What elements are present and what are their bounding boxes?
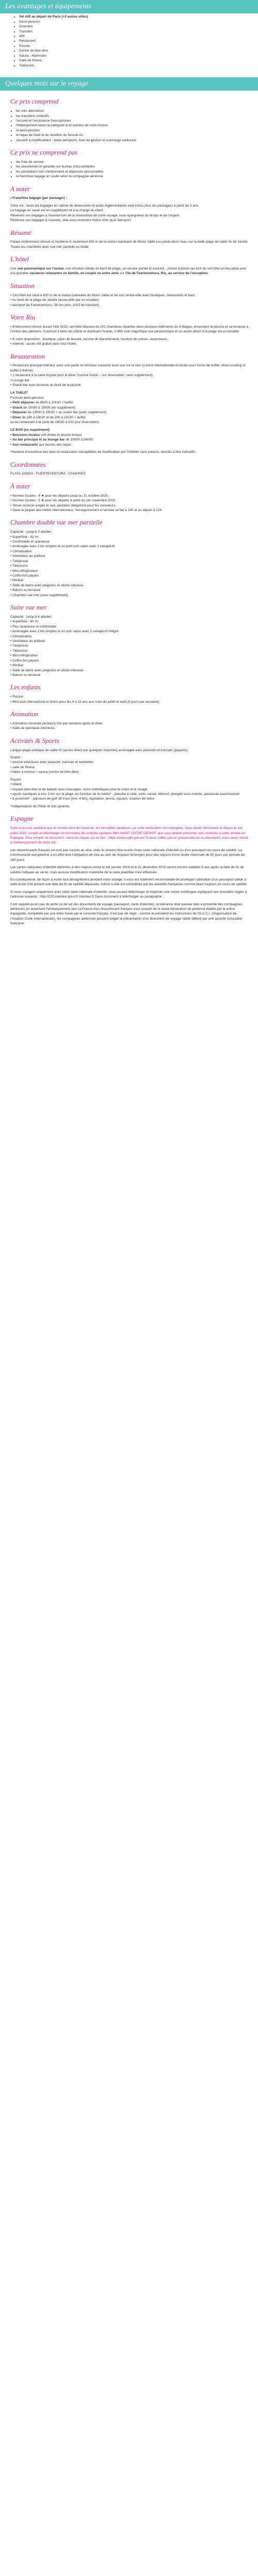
- restauration-title: Restauration: [10, 352, 45, 360]
- situation-title: Situation: [10, 281, 35, 290]
- room1-item: • Confortable et spacieuse: [10, 540, 50, 544]
- summary-text: Palace entièrement rénové et moderne À seulement 600 m de la station balnéaire de Morro Jable Les pieds dans l'eau, sur la belle plage de sable fin de Jandía Toutes les chambres avec vue mer partielle ou totale: [10, 240, 248, 249]
- notice-paragraph: Votre vol : seuls les bagages en cabine de dimensions et poids réglementaires sont inclus pour les passagers à partir de 2 ans.: [10, 204, 199, 208]
- amenity-item: • Chambre: [19, 24, 249, 29]
- notice2-item: • Dans la plupart des hôtels internationaux, l'enregistrement à l'arrivée se fait à 14h et au départ à 12h.: [10, 508, 163, 512]
- amenity-item: • Vol A/R au départ de Paris (+2 autres villes): [19, 14, 249, 19]
- free-item: • salle de fitness: [10, 765, 35, 769]
- spain-paragraph: En conséquence, de façon à éviter tout désagrément pendant votre voyage, il vous est fortement recommandé de privilégier l'utilisation d'un passeport valide à celle d'une CNI portant une date de fin de validité dépassée, même si elle est considérée par les autorités françaises comme étant toujours en cours de validité.: [10, 877, 248, 887]
- notice2-title: À noter: [10, 482, 30, 490]
- children-item: • Mini-club international et loisirs pour les 4 à 12 ans aux mois de juillet et août (6 jours par semaine): [10, 700, 159, 704]
- room1-item: • Salle de bains avec peignoirs et sèche-cheveux: [10, 583, 84, 587]
- free-label: Gratuit :: [10, 756, 23, 760]
- list-item: • le repas de Noël et du réveillon du Nouvel An: [16, 133, 249, 138]
- list-item: • les vols aller/retour: [16, 109, 249, 113]
- bar-item: • Aux restaurants aux heures des repas: [10, 443, 71, 447]
- spain-title: Espagne: [10, 815, 34, 823]
- room2-item: • Aménagée avec 2 lits simples et un coin salon avec 1 canapé-lit intégré: [10, 630, 119, 634]
- amenity-item: • Sauna - Hammam: [19, 54, 249, 58]
- room2-item: • Télévision: [10, 649, 28, 653]
- price-includes-list: [10, 109, 249, 143]
- price-includes-title: Ce prix comprend: [10, 97, 59, 106]
- animation-item: • Animation musicale plusieurs fois par semaine après le dîner.: [10, 721, 104, 725]
- amenity-item: • Wifi: [19, 34, 249, 39]
- trip-notes: [0, 91, 258, 931]
- room2-item: • Plus spacieuse et confortable: [10, 624, 57, 629]
- situation-item: • Au bord de la plage de Jandía (accessible par un escalier).: [10, 298, 100, 302]
- paid-item: • billard: [10, 783, 22, 787]
- hotel-description: Une vue panoramique sur l'océan, une situation idéale en bord de plage, un service parfait et exclusif... Autant d'atouts qui font de cet hôtel un lieu idéal pour vos grandes vacances relaxantes en famille, en couple ou entre amis sur l'île de Fuerteventura. Riu, au service de l'exception.: [10, 267, 247, 276]
- room1-item: • Superficie : 42 m²: [10, 535, 39, 539]
- meal-item: • Déjeuner de 13h00 à 15h30 + au snack bar (avec supplément): [10, 411, 107, 415]
- amenity-item: • Salle de fitness: [19, 58, 249, 63]
- spain-paragraph: Les ressortissants français ne sont pas soumis au visa, mais ils doivent être munis d'une carte nationale d'identité ou d'un passeport en cours de validité. La Communauté européenne a en effet levé l'obligation de visa au sein de l'espace Schengen pour des séjours d'une durée maximale de 90 jours par période de 180 jours.: [10, 848, 245, 862]
- price-excludes-list: [10, 160, 249, 179]
- children-title: Les enfants: [10, 683, 41, 691]
- room1-item: • Téléphone: [10, 559, 28, 563]
- amenities-list: [13, 14, 249, 68]
- bar-item: • Boissons locales soft drinks et alcools locaux: [10, 433, 82, 437]
- situation-item: • Cet hôtel est situé à 600 m de la station balnéaire de Morro Jable et de son centre-ville avec boutiques, restaurants et bars.: [10, 293, 196, 297]
- notice2-item: • Normes locales : 4 ★ pour les départs jusqu'au 31 octobre 2020.: [10, 494, 109, 498]
- activities-footnote: *Indépendants de l'hôtel et non garantis.: [10, 804, 71, 808]
- votre-riu-title: Votre Riu: [10, 313, 36, 321]
- coordinates-title: Coordonnées: [10, 460, 46, 468]
- room1-item: • Aménagée avec 2 lits simples et un petit coin salon avec 1 canapé-lit: [10, 545, 115, 549]
- spain-paragraph: Il est rappelé qu'en cas de perte ou de vol des documents de voyage (passeport, carte d'identité), la tolérance était passée faite à proximité des compagnies aériennes en autorisant l'embarquement vers la France d'un ressortissant français sous couvert de la seule déclaration de perte/vol établie par la police espagnole, complétée par une lettre faxée par le consulat français, n'est pas de règle ; comme le prévalent les instructions de l'O.A.C.I. (Organisation de l'Aviation Civile Internationale), les compagnies aériennes peuvent exiger la présentation d'un document de voyage valide délivré par une autorité consulaire française.: [10, 902, 243, 926]
- room1-item: • Télévision: [10, 564, 28, 568]
- room1-item: • Mini-réfrigérateur: [10, 569, 38, 573]
- room1-item: • Climatisation: [10, 549, 32, 553]
- list-item: • l'hébergement selon la catégorie et le nombre de nuits choisis: [16, 123, 249, 128]
- table-heading: LA TABLE*: [10, 391, 28, 395]
- list-item: • les transferts collectifs: [16, 114, 249, 118]
- room2-item: • Mini-réfrigérateur: [10, 654, 38, 658]
- free-item: • piscine extérieure avec parasols, transats et serviettes: [10, 760, 93, 765]
- list-item: • souvent à modifications : taxes aéroports, frais de gestion et surcharge carburant: [16, 138, 249, 143]
- list-item: • les prestations non mentionnées et dépenses personnelles: [16, 170, 249, 174]
- activities-intro: Langue plage publique de sable fin (accès direct par quelques marches) aménagée avec parasols et transats (payants).: [10, 748, 189, 752]
- children-item: • Piscine: [10, 695, 24, 699]
- amenities-banner: Les avantages et équipements: [0, 0, 258, 13]
- list-item: • la demi-pension: [16, 128, 249, 133]
- amenities-section: [0, 13, 258, 72]
- spain-paragraph: Les cartes nationales d'identité délivrées à des majeurs entre le 1er janvier 2004 et le 31 décembre 2013 seront encore valables 5 ans après la date de fin de validité indiquée au verso, mais aucune modification matérielle de la carte plastifiée n'est effectuée.: [10, 866, 244, 874]
- notice2-item: • Tenue correcte exigée le soir, pantalon obligatoire pour les messieurs.: [10, 503, 117, 507]
- free-item: • bains à remous • sauna (centre de bien-être): [10, 770, 79, 774]
- hours-footnote: *Horaires d'ouverture des bars et restaurants susceptibles de modification par l'hôtelier sans préavis, donnés à titre indicatifs.: [10, 450, 196, 454]
- room2-item: • Superficie : 60 m²: [10, 620, 39, 624]
- notice-paragraph: Le bagage en soute est en supplément et à la charge du client.: [10, 209, 104, 213]
- riu-item: • Entièrement rénové durant l'été 2020, cet hôtel dispose de 201 chambres réparties dans plusieurs bâtiments de 3 étages, encerclant la piscine et sa terrasse à l'ombre des palmiers. Construit à flanc de colline et dominant l'océan, il offre une magnifique vue panoramique et un accès direct à la plage via un escalier.: [10, 325, 248, 334]
- list-item: • les assurances et garantie sur bureau d'accueillantes: [16, 164, 249, 169]
- dinner-note: ou au restaurant à la carte de 18h30 à 22h (sur réservation): [10, 420, 99, 425]
- room2-item: • Balcon ou terrasse: [10, 673, 41, 677]
- paid-item: • sports nautiques à env. 2 km sur la plage, en fonction de la météo* : planche à voile, voile, canoë, kitesurf, plongée sous-marine, parachute ascensionnel: [10, 792, 240, 796]
- room2-item: • Téléphone: [10, 644, 28, 648]
- restauration-item: • Restaurant principal intérieur avec une partie en terrasse couverte avec vue sur la mer (cuisine internationale et locale sous forme de buffet, show-cooking et buffet à thème).: [10, 364, 246, 372]
- hotel-title: L'hôtel: [10, 255, 29, 263]
- meal-item: • Dîner de 18h à 19h30 et de 20h à 21h30 + buffet: [10, 415, 86, 419]
- spain-paragraph: Si vous voyagez uniquement avec votre carte nationale d'identité, vous pouvez télécharger et imprimer une notice multilingue expliquant ces nouvelles règles à l'adresse suivante : http://CIO.interieur.gouv.fr Interieur.fr Dans document à télécharger au paragraphe ;: [10, 890, 247, 899]
- animation-title: Animation: [10, 710, 39, 718]
- formula-label: Formule demi-pension: [10, 396, 44, 400]
- room2-capacity: Capacité : jusqu'à 4 adultes: [10, 615, 52, 619]
- baggage-heading: • Franchise bagage (par passager) :: [10, 196, 67, 200]
- room2-item: • Salle de bains avec peignoirs et sèche-cheveux: [10, 668, 84, 672]
- meal-item: • Snack de 10h30 à 15h30 (en supplément): [10, 405, 76, 410]
- notice-paragraph: Réservez vos bagages à l'avance lors de la réservation de votre voyage, vous épargnerez du temps et de l'argent.: [10, 213, 180, 217]
- paid-item: • espace bien-être et de beauté avec massages, soins esthétiques pour le corps et le visage: [10, 787, 148, 791]
- amenity-item: • Demi-pension: [19, 20, 249, 24]
- notice-paragraph: Réservez vos bagages à l'avance, cela vous reviendra moins cher qu'à l'aéroport.: [10, 218, 132, 223]
- paid-label: Payant :: [10, 777, 23, 782]
- room1-item: • Coffre-fort payant: [10, 573, 39, 578]
- restauration-item: • Snack-bar avec terrasse au bord de la piscine: [10, 383, 81, 387]
- bar-item: • Au bar principal et au lounge bar de 10h00 à 24h00: [10, 438, 93, 442]
- amenity-item: • Piscine: [19, 44, 249, 48]
- situation-item: • Aéroport de Fuerteventura : 90 km (env. 1h15 de transfert).: [10, 303, 100, 307]
- room1-item: • Minibar: [10, 579, 24, 583]
- notice-title: A noter: [10, 184, 30, 193]
- room2-title: Suite vue mer: [10, 603, 47, 612]
- notes-banner: Quelques mots sur le voyage: [0, 77, 258, 91]
- room1-capacity: Capacité : jusqu'à 3 adultes: [10, 530, 52, 534]
- restauration-item: • 1 restaurant à la carte Krystal pour le dîner (cuisine fusion – sur réservation, sans supplément).: [10, 374, 154, 378]
- room2-item: • Ventilateur au plafond: [10, 639, 45, 643]
- bar-heading: LE BAR (en supplément): [10, 428, 50, 432]
- room2-item: • Minibar: [10, 664, 24, 668]
- restauration-item: • Lounge bar: [10, 378, 29, 382]
- room1-item: • Ventilateur au plafond: [10, 554, 45, 558]
- price-excludes-title: Ce prix ne comprend pas: [10, 148, 78, 157]
- riu-item: • Internet : accès wifi gratuit dans tout l'hôtel.: [10, 342, 77, 346]
- health-formalities-notice: Suite à la crise sanitaire que le monde vient de traverser, les formalités sanitaires sur votre destination ont changées. Vous devez désormais et depuis le 1er juillet 2020, remplir et télécharger un formulaire de contrôle sanitaire 48H AVANT VOTRE DÉPART que vous devrez présenter aux contrôles à votre arrivée en Espagne. Pour remplir ce document, merci de cliquer sur ce lien : https://www.spth.gob.es/ Si vous n'êtes pas en possession de ce document, vous serez refusé à l'embarquement de votre vol.: [10, 826, 249, 845]
- coordinates-text: PLAYA JANDIA - FUERTEVENTURA - CANARIES: [10, 472, 86, 476]
- animation-item: • Salle de spectacle intérieure.: [10, 726, 56, 731]
- room1-title: Chambre double vue mer partielle: [10, 518, 103, 527]
- meal-item: • Petit déjeuner de 8h00 à 10h30 + buffet: [10, 401, 73, 405]
- riu-item: • À votre disposition : boutique, salon de beauté, service de blanchisserie, location de voiture, ascenseurs.: [10, 337, 168, 341]
- room1-item: • Chambre vue mer (avec supplément): [10, 593, 68, 597]
- amenity-item: • Transfert: [19, 29, 249, 34]
- activities-title: Activités & Sports: [10, 736, 59, 744]
- list-item: • l'accueil et l'assistance francophones: [16, 118, 249, 123]
- room1-item: • Balcon ou terrasse: [10, 588, 41, 592]
- room2-item: • Coffre-fort payant: [10, 658, 39, 663]
- room2-item: • Climatisation: [10, 634, 32, 638]
- paid-item: • à proximité* : parcours de golf 18 trous (env. 4 km), équitation, tennis, squash, location de vélos: [10, 797, 154, 801]
- list-item: • le franchise bagage en soute selon la compagnie aérienne: [16, 174, 249, 179]
- list-item: • les frais de service: [16, 160, 249, 164]
- amenity-item: • Restaurant: [19, 39, 249, 43]
- notice2-item: • Normes locales : 5 ★ pour les départs à partir du 1er novembre 2020.: [10, 499, 117, 503]
- amenity-item: • Télévision: [19, 63, 249, 68]
- amenity-item: • Centre de bien-être: [19, 48, 249, 53]
- summary-title: Résumé: [10, 228, 31, 236]
